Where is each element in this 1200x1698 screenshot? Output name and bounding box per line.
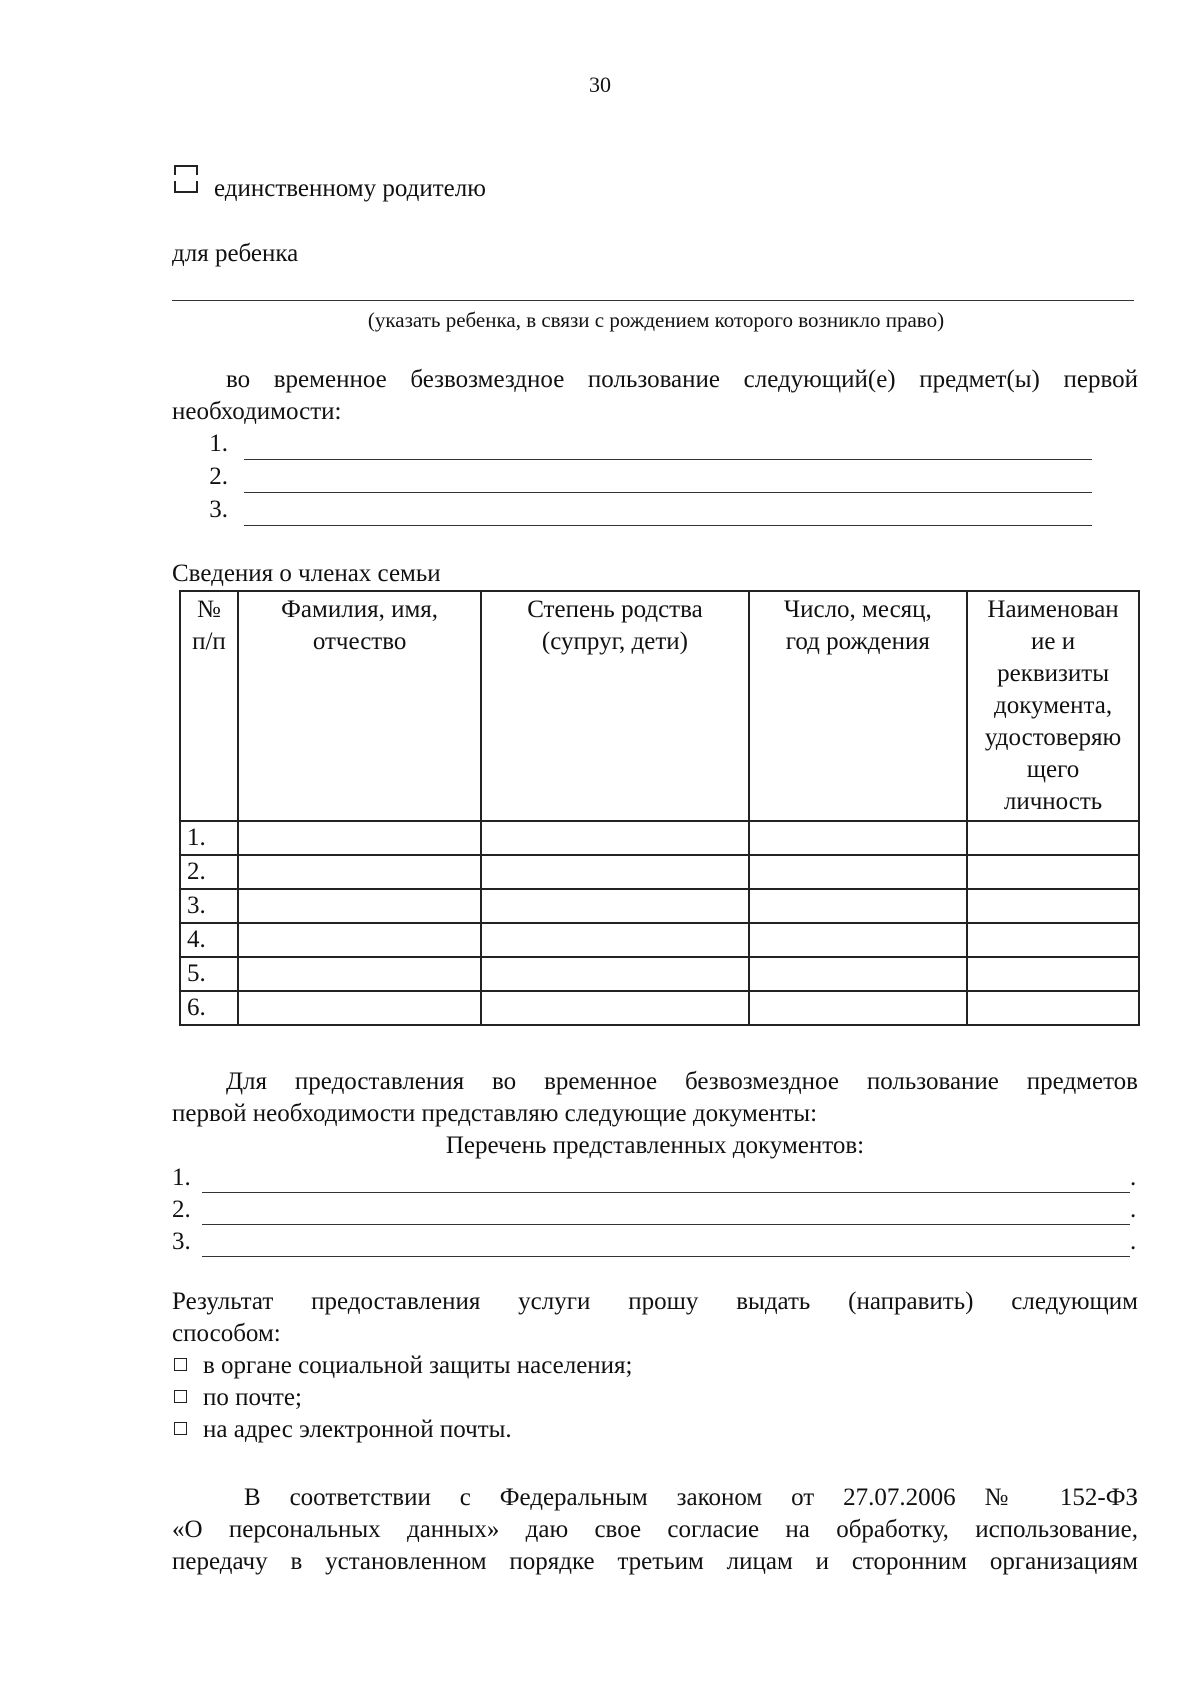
page-number: 30 (589, 72, 611, 97)
cell-relationship[interactable] (481, 889, 748, 923)
cell-birth-date[interactable] (749, 957, 968, 991)
cell-full-name[interactable] (238, 889, 481, 923)
child-caption: (указать ребенка, в связи с рождением которого возникло право) (367, 308, 945, 332)
table-row (180, 957, 1139, 991)
doc-number-1: 1. (172, 1164, 191, 1191)
single-parent-checkbox[interactable] (174, 165, 198, 193)
header-number: № п/п (180, 591, 238, 821)
cell-id-document[interactable] (967, 923, 1139, 957)
table-row (180, 991, 1139, 1025)
item-input-line-3[interactable] (244, 525, 1092, 526)
cell-id-document[interactable] (967, 991, 1139, 1025)
result-line1: Результат предоставления услуги прошу выдать (направить) следующим (172, 1288, 1138, 1315)
child-label: для ребенка (172, 240, 299, 267)
family-title: Сведения о членах семьи (172, 560, 441, 587)
table-row (180, 889, 1139, 923)
table-row (180, 821, 1139, 855)
item-input-line-1[interactable] (244, 459, 1092, 460)
docs-intro-line2: первой необходимости представляю следующие документы: (172, 1100, 818, 1127)
cell-full-name[interactable] (238, 991, 481, 1025)
doc-number-2: 2. (172, 1196, 191, 1223)
cell-id-document[interactable] (967, 889, 1139, 923)
child-input-line[interactable] (172, 300, 1134, 301)
cell-full-name[interactable] (238, 855, 481, 889)
cell-relationship[interactable] (481, 821, 748, 855)
row-number: 6. (180, 991, 238, 1025)
doc-number-3: 3. (172, 1228, 191, 1255)
table-row (180, 855, 1139, 889)
cell-relationship[interactable] (481, 923, 748, 957)
row-number: 3. (180, 889, 238, 923)
item-number-2: 2. (209, 463, 228, 490)
checkbox-icon[interactable] (174, 1358, 187, 1371)
checkbox-icon[interactable] (174, 1390, 187, 1403)
cell-birth-date[interactable] (749, 991, 968, 1025)
family-table-header-row (180, 591, 1139, 821)
cell-id-document[interactable] (967, 821, 1139, 855)
cell-relationship[interactable] (481, 991, 748, 1025)
header-birth-date: Число, месяц, год рождения (749, 591, 968, 821)
family-table (179, 590, 1140, 1026)
checkbox-icon[interactable] (174, 1422, 187, 1435)
row-number: 2. (180, 855, 238, 889)
single-parent-label: единственному родителю (214, 175, 486, 202)
doc-line-end-1: . (1130, 1164, 1137, 1191)
doc-input-line-3[interactable] (202, 1256, 1130, 1257)
cell-id-document[interactable] (967, 957, 1139, 991)
doc-input-line-1[interactable] (202, 1192, 1130, 1193)
items-intro-line2: необходимости: (172, 398, 342, 425)
consent-line3: передачу в установленном порядке третьим лицам и сторонним организациям (172, 1548, 1138, 1575)
doc-input-line-2[interactable] (202, 1224, 1130, 1225)
cell-birth-date[interactable] (749, 923, 968, 957)
cell-full-name[interactable] (238, 957, 481, 991)
item-number-1: 1. (209, 430, 228, 457)
result-option-social-protection[interactable]: в органе социальной защиты населения; (174, 1352, 633, 1380)
docs-intro-line1: Для предоставления во временное безвозмездное пользование предметов (226, 1068, 1138, 1095)
cell-full-name[interactable] (238, 923, 481, 957)
cell-id-document[interactable] (967, 855, 1139, 889)
row-number: 5. (180, 957, 238, 991)
docs-list-title: Перечень представленных документов: (445, 1132, 865, 1159)
result-option-mail[interactable]: по почте; (174, 1384, 302, 1412)
result-option-email[interactable]: на адрес электронной почты. (174, 1416, 512, 1444)
cell-birth-date[interactable] (749, 855, 968, 889)
items-intro-line1: во временное безвозмездное пользование следующий(е) предмет(ы) первой (226, 366, 1138, 393)
cell-birth-date[interactable] (749, 821, 968, 855)
item-input-line-2[interactable] (244, 492, 1092, 493)
header-full-name: Фамилия, имя, отчество (238, 591, 481, 821)
cell-relationship[interactable] (481, 957, 748, 991)
doc-line-end-3: . (1130, 1228, 1137, 1255)
doc-line-end-2: . (1130, 1196, 1137, 1223)
item-number-3: 3. (209, 496, 228, 523)
header-id-document: Наименован ие и реквизиты документа, удостоверяю щего личность (967, 591, 1139, 821)
row-number: 1. (180, 821, 238, 855)
consent-line2: «О персональных данных» даю свое согласие на обработку, использование, (172, 1516, 1138, 1543)
result-line2: способом: (172, 1320, 281, 1347)
cell-full-name[interactable] (238, 821, 481, 855)
consent-line1: В соответствии с Федеральным законом от 27.07.2006 № 152-ФЗ (244, 1484, 1138, 1511)
header-relationship: Степень родства (супруг, дети) (481, 591, 748, 821)
table-row (180, 923, 1139, 957)
cell-birth-date[interactable] (749, 889, 968, 923)
row-number: 4. (180, 923, 238, 957)
cell-relationship[interactable] (481, 855, 748, 889)
